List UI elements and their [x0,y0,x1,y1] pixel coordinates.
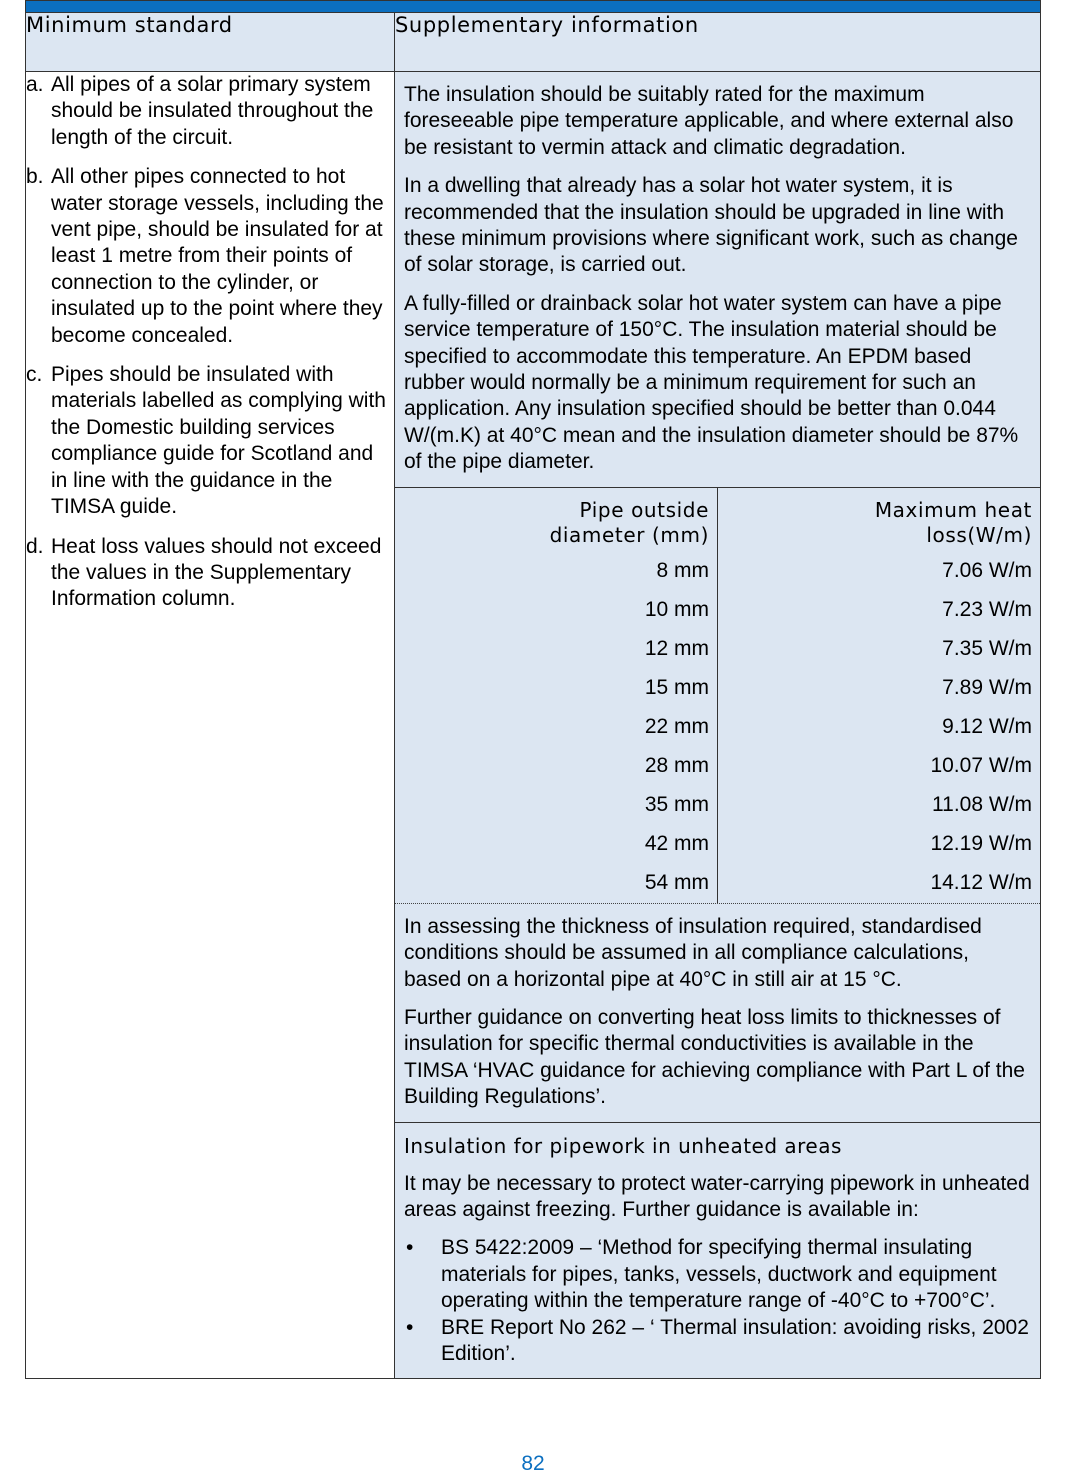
pipe-diameter: 8 mm [395,552,718,591]
section-heading: Insulation for pipework in unheated areas [404,1133,842,1158]
table-row [395,864,1040,903]
standard-item: c. Pipes should be insulated with materials labelled as complying with the Domestic building services compliance guide for Scotland and in line with the guidance in the TIMSA guide. [26,363,386,519]
assessing-section [395,904,1040,1123]
table-row [395,747,1040,786]
standard-item: d. Heat loss values should not exceed the values in the Supplementary Information column. [26,534,382,611]
list-item: • BRE Report No 262 – ‘ Thermal insulation: avoiding risks, 2002 Edition’. [404,1315,1030,1368]
list-item: • BS 5422:2009 – ‘Method for specifying thermal insulating materials for pipes, tanks, vessels, ductwork and equipment operating within the temperature range of -40°C to +700°C’. [404,1235,1030,1314]
pipe-diameter: 54 mm [395,864,718,903]
table-row [395,591,1040,630]
max-heat-loss: 9.12 W/m [942,715,1032,739]
paragraph: Further guidance on converting heat loss limits to thicknesses of insulation for specific thermal conductivities is available in the TIMSA ‘HVAC guidance for achieving compliance with Part L of the Building Regulations’. [404,1005,1025,1109]
standards-table-frame [25,0,1041,1379]
reference-list [404,1235,1030,1367]
paragraph: A fully-filled or drainback solar hot water system can have a pipe service temperature of 150°C. The insulation material should be specified to accommodate this temperature. An EPDM based rubber would normally be a minimum requirement for such an application. Any insulation specified should be better than 0.044 W/(m.K) at 40°C mean and the insulation diameter should be 87% of the pipe diameter. [404,291,1019,474]
max-heat-loss: 11.08 W/m [932,793,1032,817]
paragraph: In assessing the thickness of insulation required, standardised conditions should be assumed in all compliance calculations, based on a horizontal pipe at 40°C in still air at 15 °C. [404,914,982,991]
table-row [395,552,1040,591]
standards-table [25,12,1041,1379]
header-minimum-standard: Minimum standard [26,13,395,72]
table-row [395,825,1040,864]
table-row [395,708,1040,747]
supplementary-cell [395,72,1041,1379]
minimum-standard-cell [26,72,395,1379]
max-heat-loss: 14.12 W/m [930,871,1032,895]
table-row [395,786,1040,825]
pipe-diameter: 12 mm [395,630,718,669]
table-row [395,669,1040,708]
pipe-diameter: 42 mm [395,825,718,864]
col-header-pipe-diameter: Pipe outside diameter (mm) [395,488,718,552]
max-heat-loss: 10.07 W/m [930,754,1032,778]
pipe-diameter: 28 mm [395,747,718,786]
max-heat-loss: 7.89 W/m [942,676,1032,700]
max-heat-loss: 7.23 W/m [942,598,1032,622]
header-supplementary-information: Supplementary information [395,13,1041,72]
bullet-icon: • [406,1236,414,1260]
bullet-icon: • [406,1315,414,1339]
supplementary-intro [395,72,1040,488]
page-number: 82 [521,1452,545,1475]
heat-loss-table-wrap [395,488,1040,904]
paragraph: The insulation should be suitably rated for the maximum foreseeable pipe temperature applicable, and where external also be resistant to vermin attack and climatic degradation. [404,83,1014,159]
col-header-max-heat-loss: Maximum heat loss(W/m) [874,497,1032,547]
standard-item: a. All pipes of a solar primary system should be insulated throughout the length of the circuit. [26,73,374,149]
max-heat-loss: 7.06 W/m [942,559,1032,583]
pipe-diameter: 10 mm [395,591,718,630]
pipe-diameter: 35 mm [395,786,718,825]
pipe-diameter: 22 mm [395,708,718,747]
unheated-section [395,1123,1040,1379]
table-top-bar [25,0,1041,12]
paragraph: It may be necessary to protect water-carrying pipework in unheated areas against freezing. Further guidance is available in: [404,1171,1030,1221]
standard-item: b. All other pipes connected to hot water storage vessels, including the vent pipe, should be insulated for at least 1 metre from their points of connection to the cylinder, or insulated up to the point where they become concealed. [26,165,384,347]
table-row [395,630,1040,669]
pipe-diameter: 15 mm [395,669,718,708]
heat-loss-table [395,488,1040,903]
max-heat-loss: 12.19 W/m [930,832,1032,856]
standards-list [26,72,394,613]
max-heat-loss: 7.35 W/m [942,637,1032,661]
paragraph: In a dwelling that already has a solar hot water system, it is recommended that the insulation should be upgraded in line with these minimum provisions where significant work, such as change of solar storage, is carried out. [404,174,1018,277]
